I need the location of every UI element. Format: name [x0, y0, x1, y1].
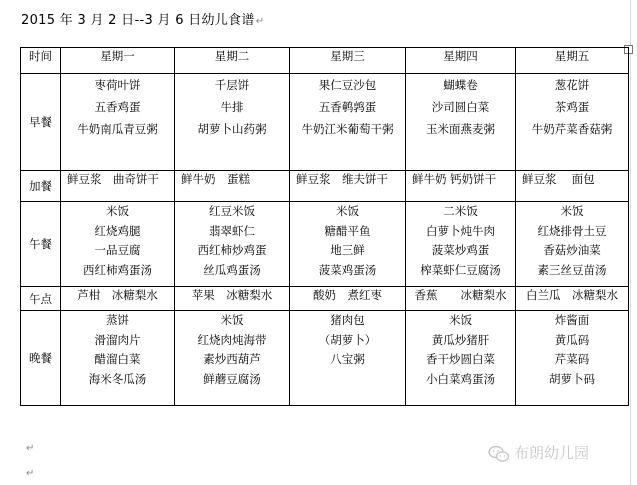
- menu-item: 猪肉包: [330, 313, 365, 327]
- menu-item: （胡萝卜）: [318, 332, 377, 347]
- menu-item: 米饭: [336, 204, 359, 218]
- menu-item: 红烧鸡腿: [94, 223, 141, 238]
- menu-cell: [406, 202, 516, 287]
- menu-item: 米饭: [449, 313, 472, 327]
- menu-item: 红豆米饭: [209, 204, 255, 218]
- menu-item: 黄瓜码: [554, 332, 590, 347]
- menu-cell: [516, 202, 629, 287]
- menu-item: 菠菜鸡蛋汤: [318, 262, 377, 277]
- header-row: [21, 48, 629, 74]
- menu-item: 菠菜炒鸡蛋: [431, 243, 490, 257]
- menu-item: 素三丝豆苗汤: [537, 262, 607, 277]
- menu-item: 牛奶南瓜青豆粥: [77, 122, 158, 136]
- menu-item: 滑溜肉片: [94, 332, 141, 347]
- paragraph-mark: ↵: [26, 443, 35, 454]
- menu-cell: [290, 311, 406, 406]
- menu-cell: [516, 287, 629, 311]
- menu-item: 鲜豆浆 曲奇饼干: [67, 172, 159, 186]
- menu-item: 鲜豆浆 维夫饼干: [296, 172, 388, 186]
- menu-cell: [406, 171, 516, 202]
- menu-item: 枣荷叶饼: [94, 78, 141, 92]
- menu-item: 香菇炒油菜: [543, 243, 601, 257]
- menu-cell: [61, 171, 175, 202]
- menu-item: 鲜牛奶 蛋糕: [181, 172, 250, 186]
- menu-cell: [406, 287, 516, 311]
- menu-item: 西红柿鸡蛋汤: [83, 262, 152, 277]
- row-dinner: [21, 311, 629, 406]
- menu-title: 2015 年 3 月 2 日--3 月 6 日幼儿食谱↵: [21, 13, 265, 28]
- meal-name-dinner: 晚餐: [21, 311, 61, 406]
- menu-item: 榨菜虾仁豆腐汤: [420, 262, 501, 277]
- menu-item: 果仁豆沙包: [318, 78, 377, 92]
- menu-item: 牛奶芹菜香菇粥: [531, 122, 613, 136]
- wechat-icon: [488, 445, 510, 463]
- menu-item: 鲜牛奶 钙奶饼干: [412, 172, 497, 186]
- page-margin-line: [630, 0, 631, 485]
- menu-item: 小白菜鸡蛋汤: [426, 371, 495, 386]
- menu-item: 沙司圆白菜: [431, 100, 490, 114]
- menu-cell: [175, 74, 290, 171]
- menu-cell: [290, 287, 406, 311]
- meal-name-snack: 加餐: [21, 171, 61, 202]
- menu-cell: [290, 171, 406, 202]
- menu-cell: [175, 287, 290, 311]
- header-day: 星期一: [61, 48, 175, 74]
- menu-item: 海米冬瓜汤: [88, 371, 147, 386]
- menu-cell: [290, 74, 406, 171]
- menu-item: 米饭: [560, 204, 584, 218]
- menu-item: 白兰瓜 冰糖梨水: [526, 288, 618, 302]
- menu-item: 醋溜白菜: [94, 352, 141, 366]
- menu-cell: [61, 287, 175, 311]
- menu-item: 香蕉 冰糖梨水: [414, 288, 507, 302]
- meal-name-breakfast: 早餐: [21, 74, 61, 171]
- row-breakfast: [21, 74, 629, 171]
- menu-item: 酸奶 煮红枣: [313, 288, 382, 302]
- menu-cell: [61, 74, 175, 171]
- header-day: 星期三: [290, 48, 406, 74]
- menu-cell: [516, 171, 629, 202]
- menu-item: 米饭: [106, 204, 129, 218]
- menu-item: 素炒西葫芦: [203, 352, 261, 366]
- menu-item: 一品豆腐: [94, 243, 141, 257]
- menu-item: 红烧肉炖海带: [197, 332, 267, 347]
- menu-cell: [61, 311, 175, 406]
- menu-item: 米饭: [220, 313, 244, 327]
- menu-cell: [406, 74, 516, 171]
- weekly-menu-table: [20, 47, 629, 406]
- menu-cell: [175, 311, 290, 406]
- menu-item: 五香鸡蛋: [94, 100, 141, 114]
- paragraph-mark: ↵: [26, 468, 35, 479]
- header-day: 星期四: [406, 48, 516, 74]
- menu-cell: [61, 202, 175, 287]
- menu-item: 鲜豆浆 面包: [522, 172, 595, 186]
- menu-item: 丝瓜鸡蛋汤: [203, 262, 261, 277]
- menu-cell: [175, 171, 290, 202]
- menu-cell: [516, 74, 629, 171]
- menu-item: 茶鸡蛋: [554, 100, 590, 114]
- menu-item: 蝴蝶卷: [443, 78, 478, 92]
- menu-item: 二米饭: [443, 204, 478, 218]
- menu-item: 八宝粥: [330, 352, 365, 366]
- menu-item: 五香鹌鹑蛋: [318, 100, 377, 114]
- menu-item: 炸酱面: [554, 313, 590, 327]
- menu-cell: [406, 311, 516, 406]
- header-day: 星期五: [516, 48, 629, 74]
- watermark: 布朗幼儿园: [488, 442, 589, 463]
- row-afternoon-snack: [21, 287, 629, 311]
- header-day: 星期二: [175, 48, 290, 74]
- menu-item: 玉米面燕麦粥: [426, 122, 495, 136]
- menu-item: 地三鲜: [330, 243, 365, 257]
- menu-item: 鲜蘑豆腐汤: [203, 371, 261, 386]
- menu-item: 苹果 冰糖梨水: [191, 288, 273, 302]
- menu-item: 白萝卜炖牛肉: [426, 223, 495, 238]
- row-snack: [21, 171, 629, 202]
- menu-item: 芹菜码: [554, 352, 590, 366]
- menu-item: 牛奶江米葡萄干粥: [301, 122, 394, 136]
- menu-item: 西红柿炒鸡蛋: [197, 243, 267, 257]
- menu-item: 翡翠虾仁: [209, 223, 255, 238]
- menu-item: 胡萝卜山药粥: [197, 122, 267, 136]
- menu-item: 牛排: [220, 100, 244, 114]
- menu-item: 糖醋平鱼: [324, 223, 371, 238]
- menu-item: 葱花饼: [554, 78, 590, 92]
- meal-name-afternoon: 午点: [21, 287, 61, 311]
- menu-item: 千层饼: [214, 78, 250, 92]
- header-corner-time: 时间: [21, 48, 61, 74]
- menu-item: 红烧排骨土豆: [537, 223, 607, 238]
- meal-name-lunch: 午餐: [21, 202, 61, 287]
- menu-item: 芦柑 冰糖梨水: [77, 288, 158, 302]
- row-lunch: [21, 202, 629, 287]
- menu-item: 胡萝卜码: [549, 371, 595, 386]
- menu-cell: [175, 202, 290, 287]
- menu-item: 香干炒圆白菜: [426, 352, 495, 366]
- menu-item: 黄瓜炒猪肝: [431, 332, 490, 347]
- menu-cell: [290, 202, 406, 287]
- menu-item: 蒸饼: [106, 313, 129, 327]
- menu-cell: [516, 311, 629, 406]
